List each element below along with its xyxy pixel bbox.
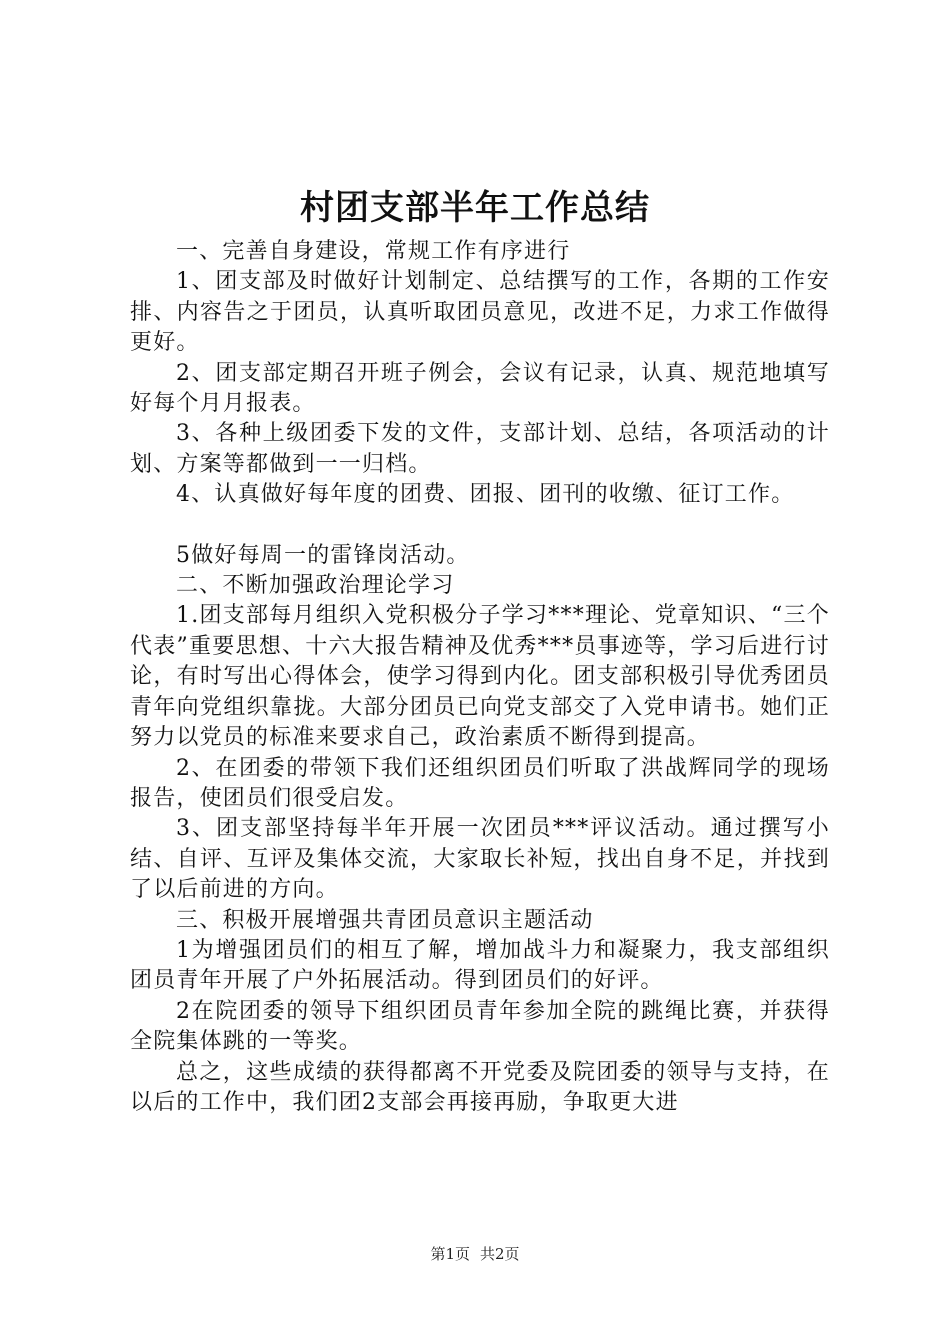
paragraph: 2、团支部定期召开班子例会，会议有记录，认真、规范地填写好每个月月报表。	[130, 360, 830, 417]
section-heading-2: 二、不断加强政治理论学习	[176, 573, 455, 599]
page-number: 第1页	[430, 1245, 470, 1263]
paragraph: 总之，这些成绩的获得都离不开党委及院团委的领导与支持，在以后的工作中，我们团2支部会再接再励，争取更大进	[130, 1059, 830, 1115]
section-heading-1: 一、完善自身建设，常规工作有序进行	[176, 239, 571, 264]
paragraph: 1为增强团员们的相互了解，增加战斗力和凝聚力，我支部组织团员青年开展了户外拓展活动。得到团员们的好评。	[130, 937, 830, 994]
paragraph: 2、在团委的带领下我们还组织团员们听取了洪战辉同学的现场报告，使团员们很受启发。	[130, 755, 830, 811]
paragraph: 4、认真做好每年度的团费、团报、团刊的收缴、征订工作。	[176, 482, 795, 508]
paragraph: 3、团支部坚持每半年开展一次团员***评议活动。通过撰写小结、自评、互评及集体交流，大家取长补短，找出自身不足，并找到了以后前进的方向。	[130, 816, 830, 903]
paragraph: 3、各种上级团委下发的文件，支部计划、总结，各项活动的计划、方案等都做到一一归档。	[130, 421, 830, 477]
section-heading-3: 三、积极开展增强共青团员意识主题活动	[176, 907, 594, 933]
document-title: 村团支部半年工作总结	[300, 188, 650, 228]
paragraph: 1.团支部每月组织入党积极分子学习***理论、党章知识、“三个代表”重要思想、十六大报告精神及优秀***员事迹等，学习后进行讨论，有时写出心得体会，使学习得到内化。团支部积极引导优秀团员青年向党组织靠拢。大部分团员已向党支部交了入党申请书。她们正努力以党员的标准来要求自己，政治素质不断得到提高。	[130, 603, 830, 751]
page-footer	[0, 1244, 950, 1264]
page-total: 共2页	[480, 1245, 520, 1263]
document-body	[130, 237, 830, 1118]
paragraph: 5做好每周一的雷锋岗活动。	[176, 542, 470, 568]
paragraph: 2在院团委的领导下组织团员青年参加全院的跳绳比赛，并获得全院集体跳的一等奖。	[130, 998, 830, 1055]
paragraph: 1、团支部及时做好计划制定、总结撰写的工作，各期的工作安排、内容告之于团员，认真听取团员意见，改进不足，力求工作做得更好。	[130, 269, 830, 356]
